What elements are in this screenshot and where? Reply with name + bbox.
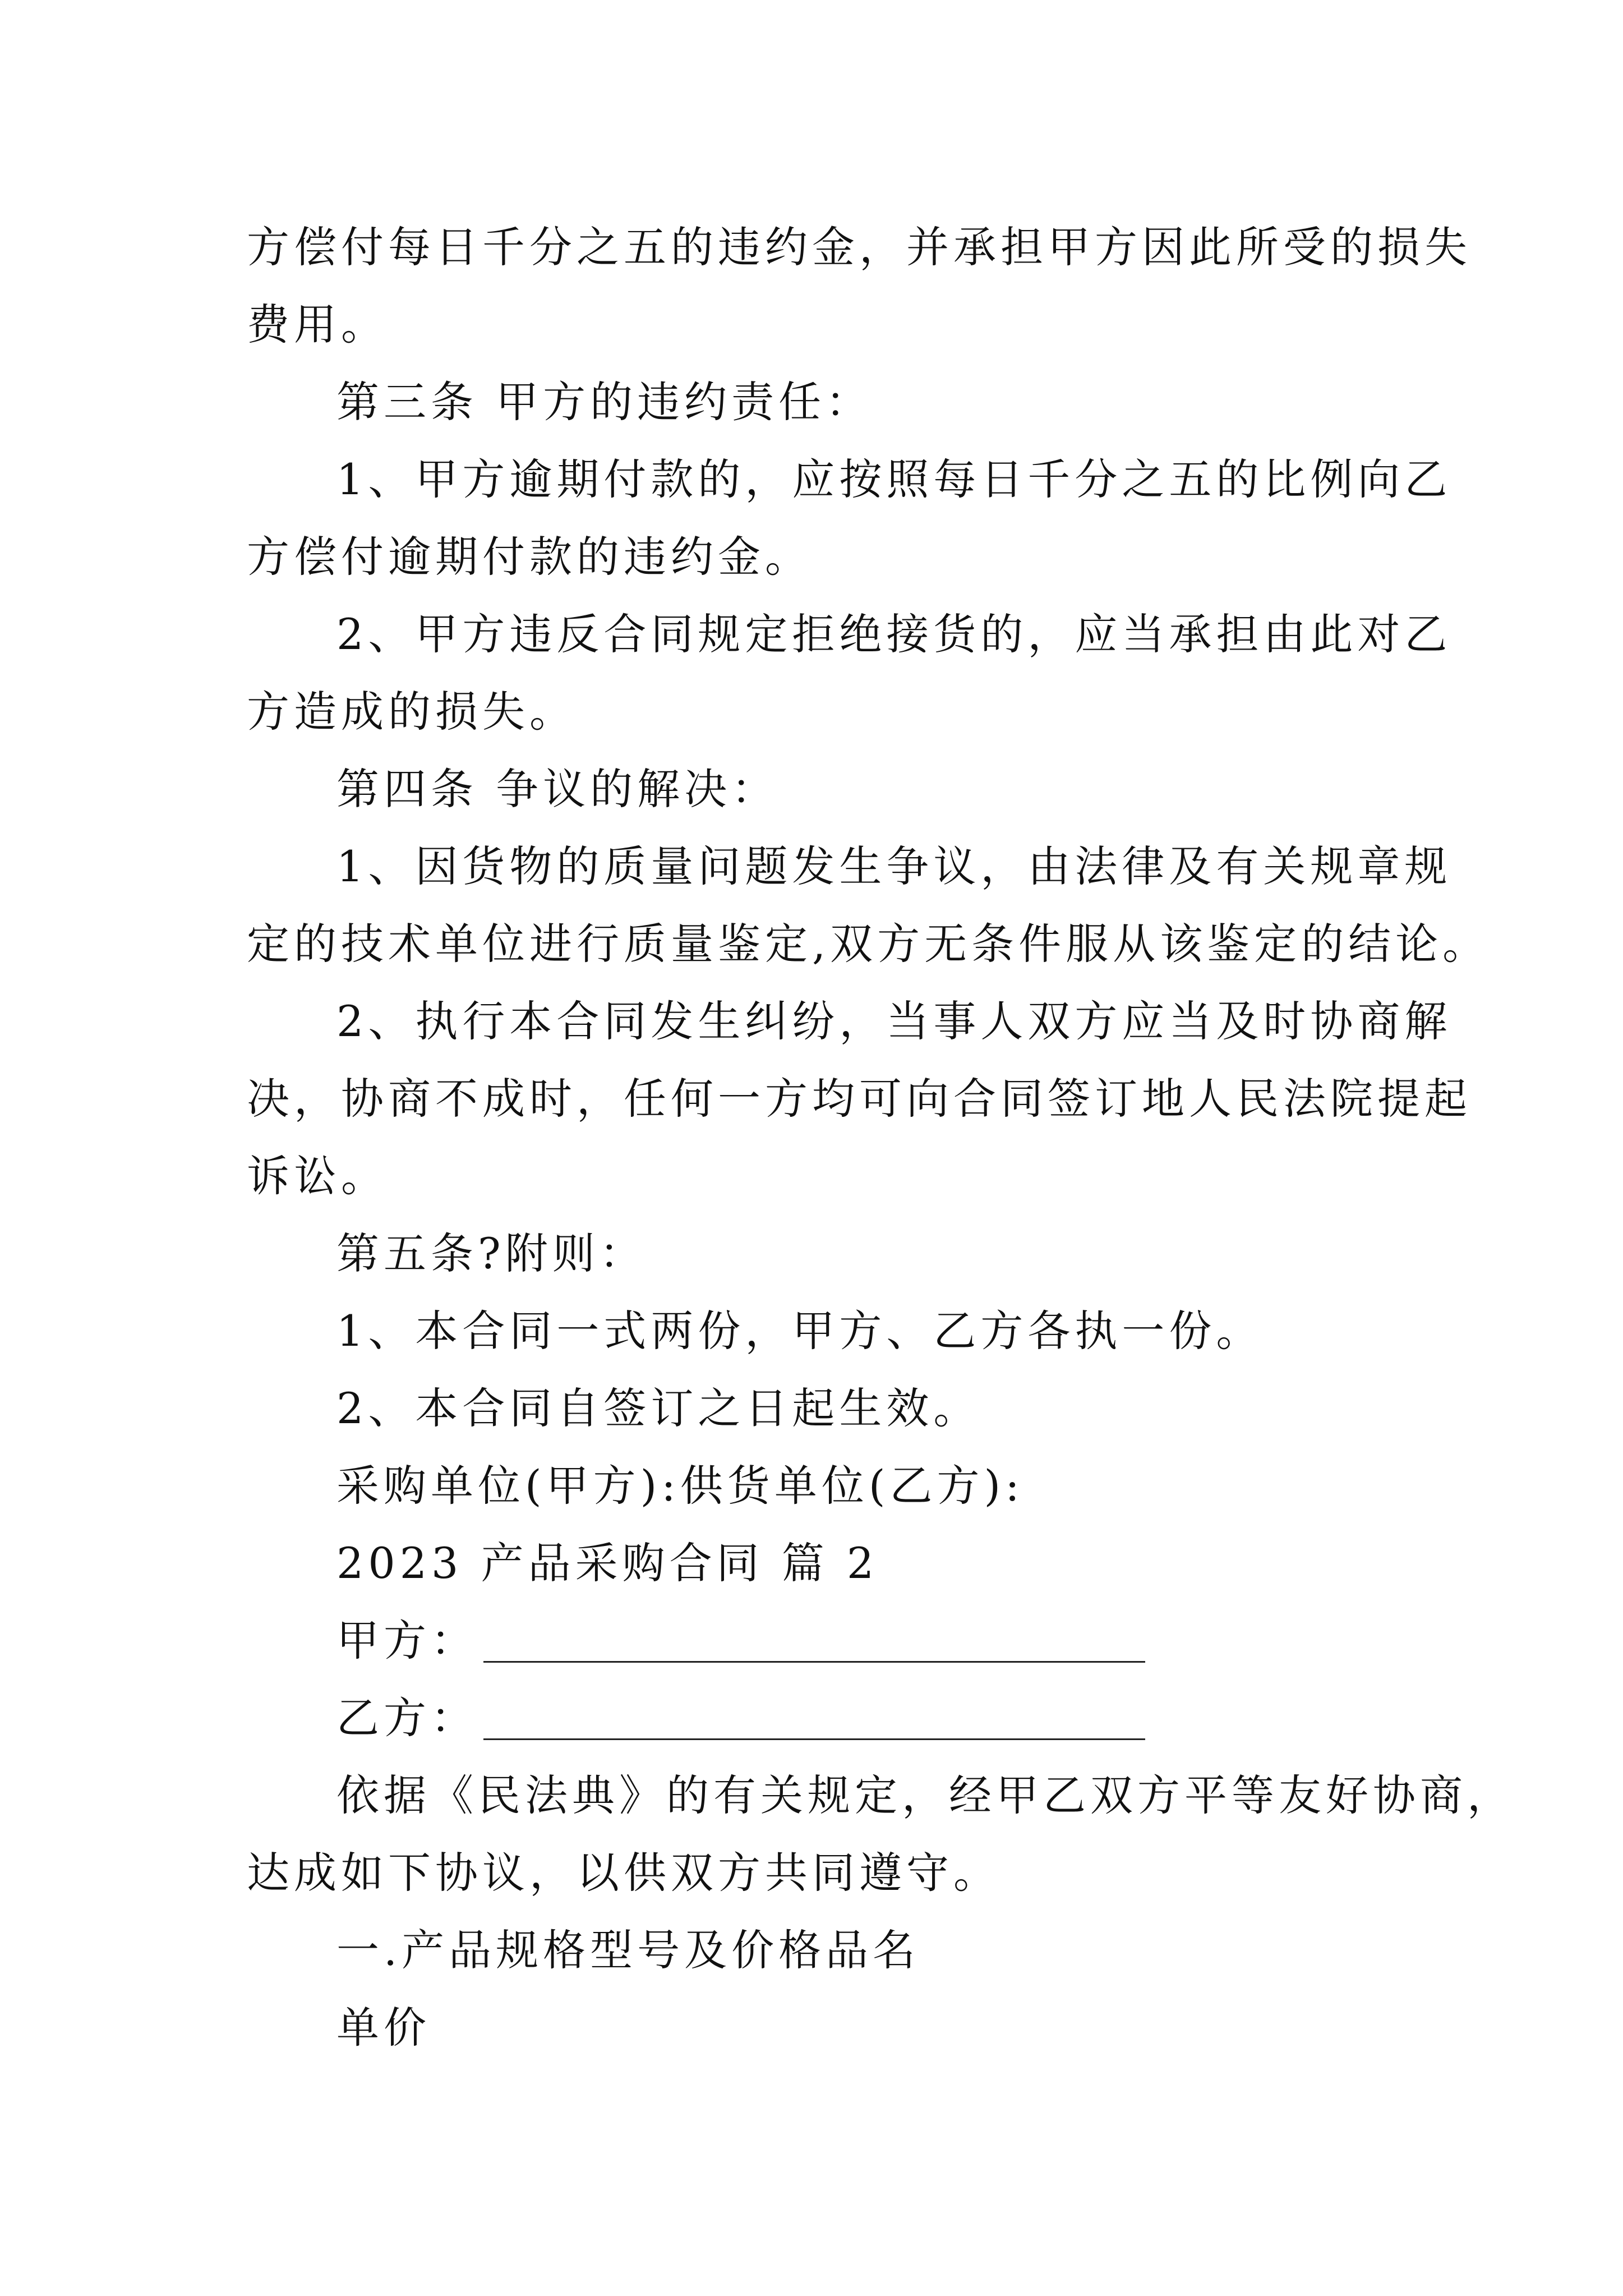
section-title: 2023 产品采购合同 篇 2 bbox=[336, 1538, 879, 1588]
text-line: 单价 bbox=[336, 2003, 431, 2053]
text-line: 决，协商不成时，任何一方均可向合同签订地人民法院提起 bbox=[247, 1074, 1472, 1124]
party-a-row bbox=[247, 1602, 1385, 1680]
text-line: 方造成的损失。 bbox=[247, 687, 577, 737]
text-line: 诉讼。 bbox=[247, 1151, 388, 1201]
text-line: 费用。 bbox=[247, 300, 388, 349]
text-line: 方偿付每日千分之五的违约金，并承担甲方因此所受的损失 bbox=[247, 222, 1472, 272]
party-b-row bbox=[247, 1680, 1385, 1757]
party-b-label: 乙方： bbox=[336, 1693, 478, 1743]
party-a-blank-line bbox=[483, 1627, 1145, 1663]
text-line: 方偿付逾期付款的违约金。 bbox=[247, 532, 812, 582]
text-line: 依据《民法典》的有关规定，经甲乙双方平等友好协商， bbox=[336, 1770, 1514, 1820]
text-line: 1、甲方逾期付款的，应按照每日千分之五的比例向乙 bbox=[336, 454, 1452, 504]
text-line: 2、本合同自签订之日起生效。 bbox=[336, 1383, 981, 1433]
article-heading: 第三条 甲方的违约责任： bbox=[336, 377, 873, 427]
article-heading: 第五条?附则： bbox=[336, 1228, 647, 1278]
article-heading: 第四条 争议的解决： bbox=[336, 764, 779, 814]
text-line: 定的技术单位进行质量鉴定,双方无条件服从该鉴定的结论。 bbox=[247, 919, 1490, 969]
text-line: 达成如下协议，以供双方共同遵守。 bbox=[247, 1848, 1000, 1898]
text-line: 2、甲方违反合同规定拒绝接货的，应当承担由此对乙 bbox=[336, 609, 1452, 659]
party-a-label: 甲方： bbox=[336, 1616, 478, 1665]
party-b-blank-line bbox=[483, 1705, 1145, 1740]
signature-units-line: 采购单位(甲方):供货单位(乙方): bbox=[336, 1461, 1024, 1511]
text-line: 2、执行本合同发生纠纷，当事人双方应当及时协商解 bbox=[336, 996, 1452, 1046]
text-line: 1、因货物的质量问题发生争议，由法律及有关规章规 bbox=[336, 841, 1452, 891]
text-line: 1、本合同一式两份，甲方、乙方各执一份。 bbox=[336, 1306, 1264, 1356]
document-body bbox=[247, 209, 1514, 2067]
section-heading: 一.产品规格型号及价格品名 bbox=[336, 1925, 920, 1975]
